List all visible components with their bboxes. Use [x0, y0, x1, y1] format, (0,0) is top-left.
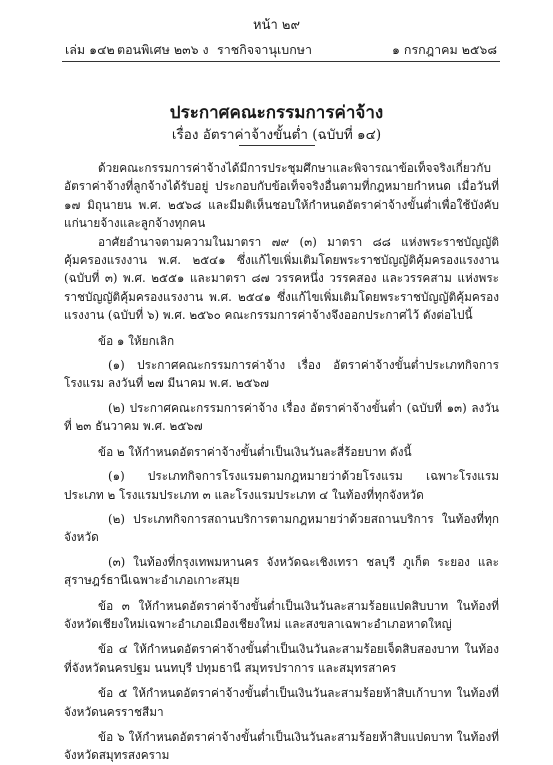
- publication-date: ๑ กรกฎาคม ๒๕๖๘: [391, 42, 497, 57]
- announcement-subject: เรื่อง อัตราค่าจ้างขั้นต่ำ (ฉบับที่ ๑๔): [171, 127, 382, 143]
- header-divider: [62, 61, 500, 62]
- clause-2-item-1: (๑) ประเภทกิจการโรงแรมตามกฎหมายว่าด้วยโรงแรม เฉพาะโรงแรมประเภท ๒ โรงแรมประเภท ๓ และโรงแรมประเภท ๔ ในท้องที่ทุกจังหวัด: [64, 469, 499, 502]
- announcement-body: [64, 159, 499, 765]
- volume-label: เล่ม ๑๔๒: [65, 42, 115, 57]
- clause-4: ข้อ ๔ ให้กำหนดอัตราค่าจ้างขั้นต่ำเป็นเงินวันละสามร้อยเจ็ดสิบสองบาท ในท้องที่จังหวัดนครปฐม นนทบุรี ปทุมธานี สมุทรปราการ และสมุทรสาคร: [64, 642, 499, 675]
- clause-1-item-1: (๑) ประกาศคณะกรรมการค่าจ้าง เรื่อง อัตราค่าจ้างขั้นต่ำประเภทกิจการโรงแรม ลงวันที่ ๒๗ มีนาคม พ.ศ. ๒๕๖๗: [64, 358, 499, 391]
- title-divider: [239, 145, 315, 146]
- paragraph-preamble: ด้วยคณะกรรมการค่าจ้างได้มีการประชุมศึกษาและพิจารณาข้อเท็จจริงเกี่ยวกับอัตราค่าจ้างที่ลูกจ้างได้รับอยู่ ประกอบกับข้อเท็จจริงอื่นตามที่กฎหมายกำหนด เมื่อวันที่ ๑๗ มิถุนายน พ.ศ. ๒๕๖๘ และมีมติเห็นชอบให้กำหนดอัตราค่าจ้างขั้นต่ำเพื่อใช้บังคับแก่นายจ้างและลูกจ้างทุกคน: [64, 161, 499, 231]
- gazette-name: ราชกิจจานุเบกษา: [217, 42, 313, 57]
- clause-5: ข้อ ๕ ให้กำหนดอัตราค่าจ้างขั้นต่ำเป็นเงินวันละสามร้อยห้าสิบเก้าบาท ในท้องที่จังหวัดนครราชสีมา: [64, 686, 499, 719]
- clause-2: ข้อ ๒ ให้กำหนดอัตราค่าจ้างขั้นต่ำเป็นเงินวันละสี่ร้อยบาท ดังนี้: [98, 444, 412, 459]
- issue-label: ตอนพิเศษ ๒๓๖ ง: [117, 42, 209, 57]
- clause-2-item-3: (๓) ในท้องที่กรุงเทพมหานคร จังหวัดฉะเชิงเทรา ชลบุรี ภูเก็ต ระยอง และสุราษฎร์ธานีเฉพาะอำเภอเกาะสมุย: [64, 554, 499, 588]
- page-number: หน้า ๒๙: [253, 18, 300, 33]
- gazette-header: [65, 40, 497, 56]
- clause-6: ข้อ ๖ ให้กำหนดอัตราค่าจ้างขั้นต่ำเป็นเงินวันละสามร้อยห้าสิบแปดบาท ในท้องที่จังหวัดสมุทรสงคราม: [64, 729, 499, 763]
- paragraph-authority: อาศัยอำนาจตามความในมาตรา ๗๙ (๓) มาตรา ๘๘ แห่งพระราชบัญญัติคุ้มครองแรงงาน พ.ศ. ๒๕๔๑ ซึ่งแก้ไขเพิ่มเติมโดยพระราชบัญญัติคุ้มครองแรงงาน (ฉบับที่ ๓) พ.ศ. ๒๕๕๑ และมาตรา ๘๗ วรรคหนึ่ง วรรคสอง และวรรคสาม แห่งพระราชบัญญัติคุ้มครองแรงงาน พ.ศ. ๒๕๔๑ ซึ่งแก้ไขเพิ่มเติมโดยพระราชบัญญัติคุ้มครองแรงงาน (ฉบับที่ ๖) พ.ศ. ๒๕๖๐ คณะกรรมการค่าจ้างจึงออกประกาศไว้ ดังต่อไปนี้: [64, 234, 499, 323]
- clause-1: ข้อ ๑ ให้ยกเลิก: [98, 333, 175, 348]
- clause-2-item-2: (๒) ประเภทกิจการสถานบริการตามกฎหมายว่าด้วยสถานบริการ ในท้องที่ทุกจังหวัด: [64, 511, 499, 545]
- announcement-title: ประกาศคณะกรรมการค่าจ้าง: [169, 103, 384, 123]
- clause-1-item-2: (๒) ประกาศคณะกรรมการค่าจ้าง เรื่อง อัตราค่าจ้างขั้นต่ำ (ฉบับที่ ๑๓) ลงวันที่ ๒๓ ธันวาคม พ.ศ. ๒๕๖๗: [64, 400, 499, 434]
- clause-3: ข้อ ๓ ให้กำหนดอัตราค่าจ้างขั้นต่ำเป็นเงินวันละสามร้อยแปดสิบบาท ในท้องที่จังหวัดเชียงใหม่เฉพาะอำเภอเมืองเชียงใหม่ และสงขลาเฉพาะอำเภอหาดใหญ่: [64, 598, 499, 631]
